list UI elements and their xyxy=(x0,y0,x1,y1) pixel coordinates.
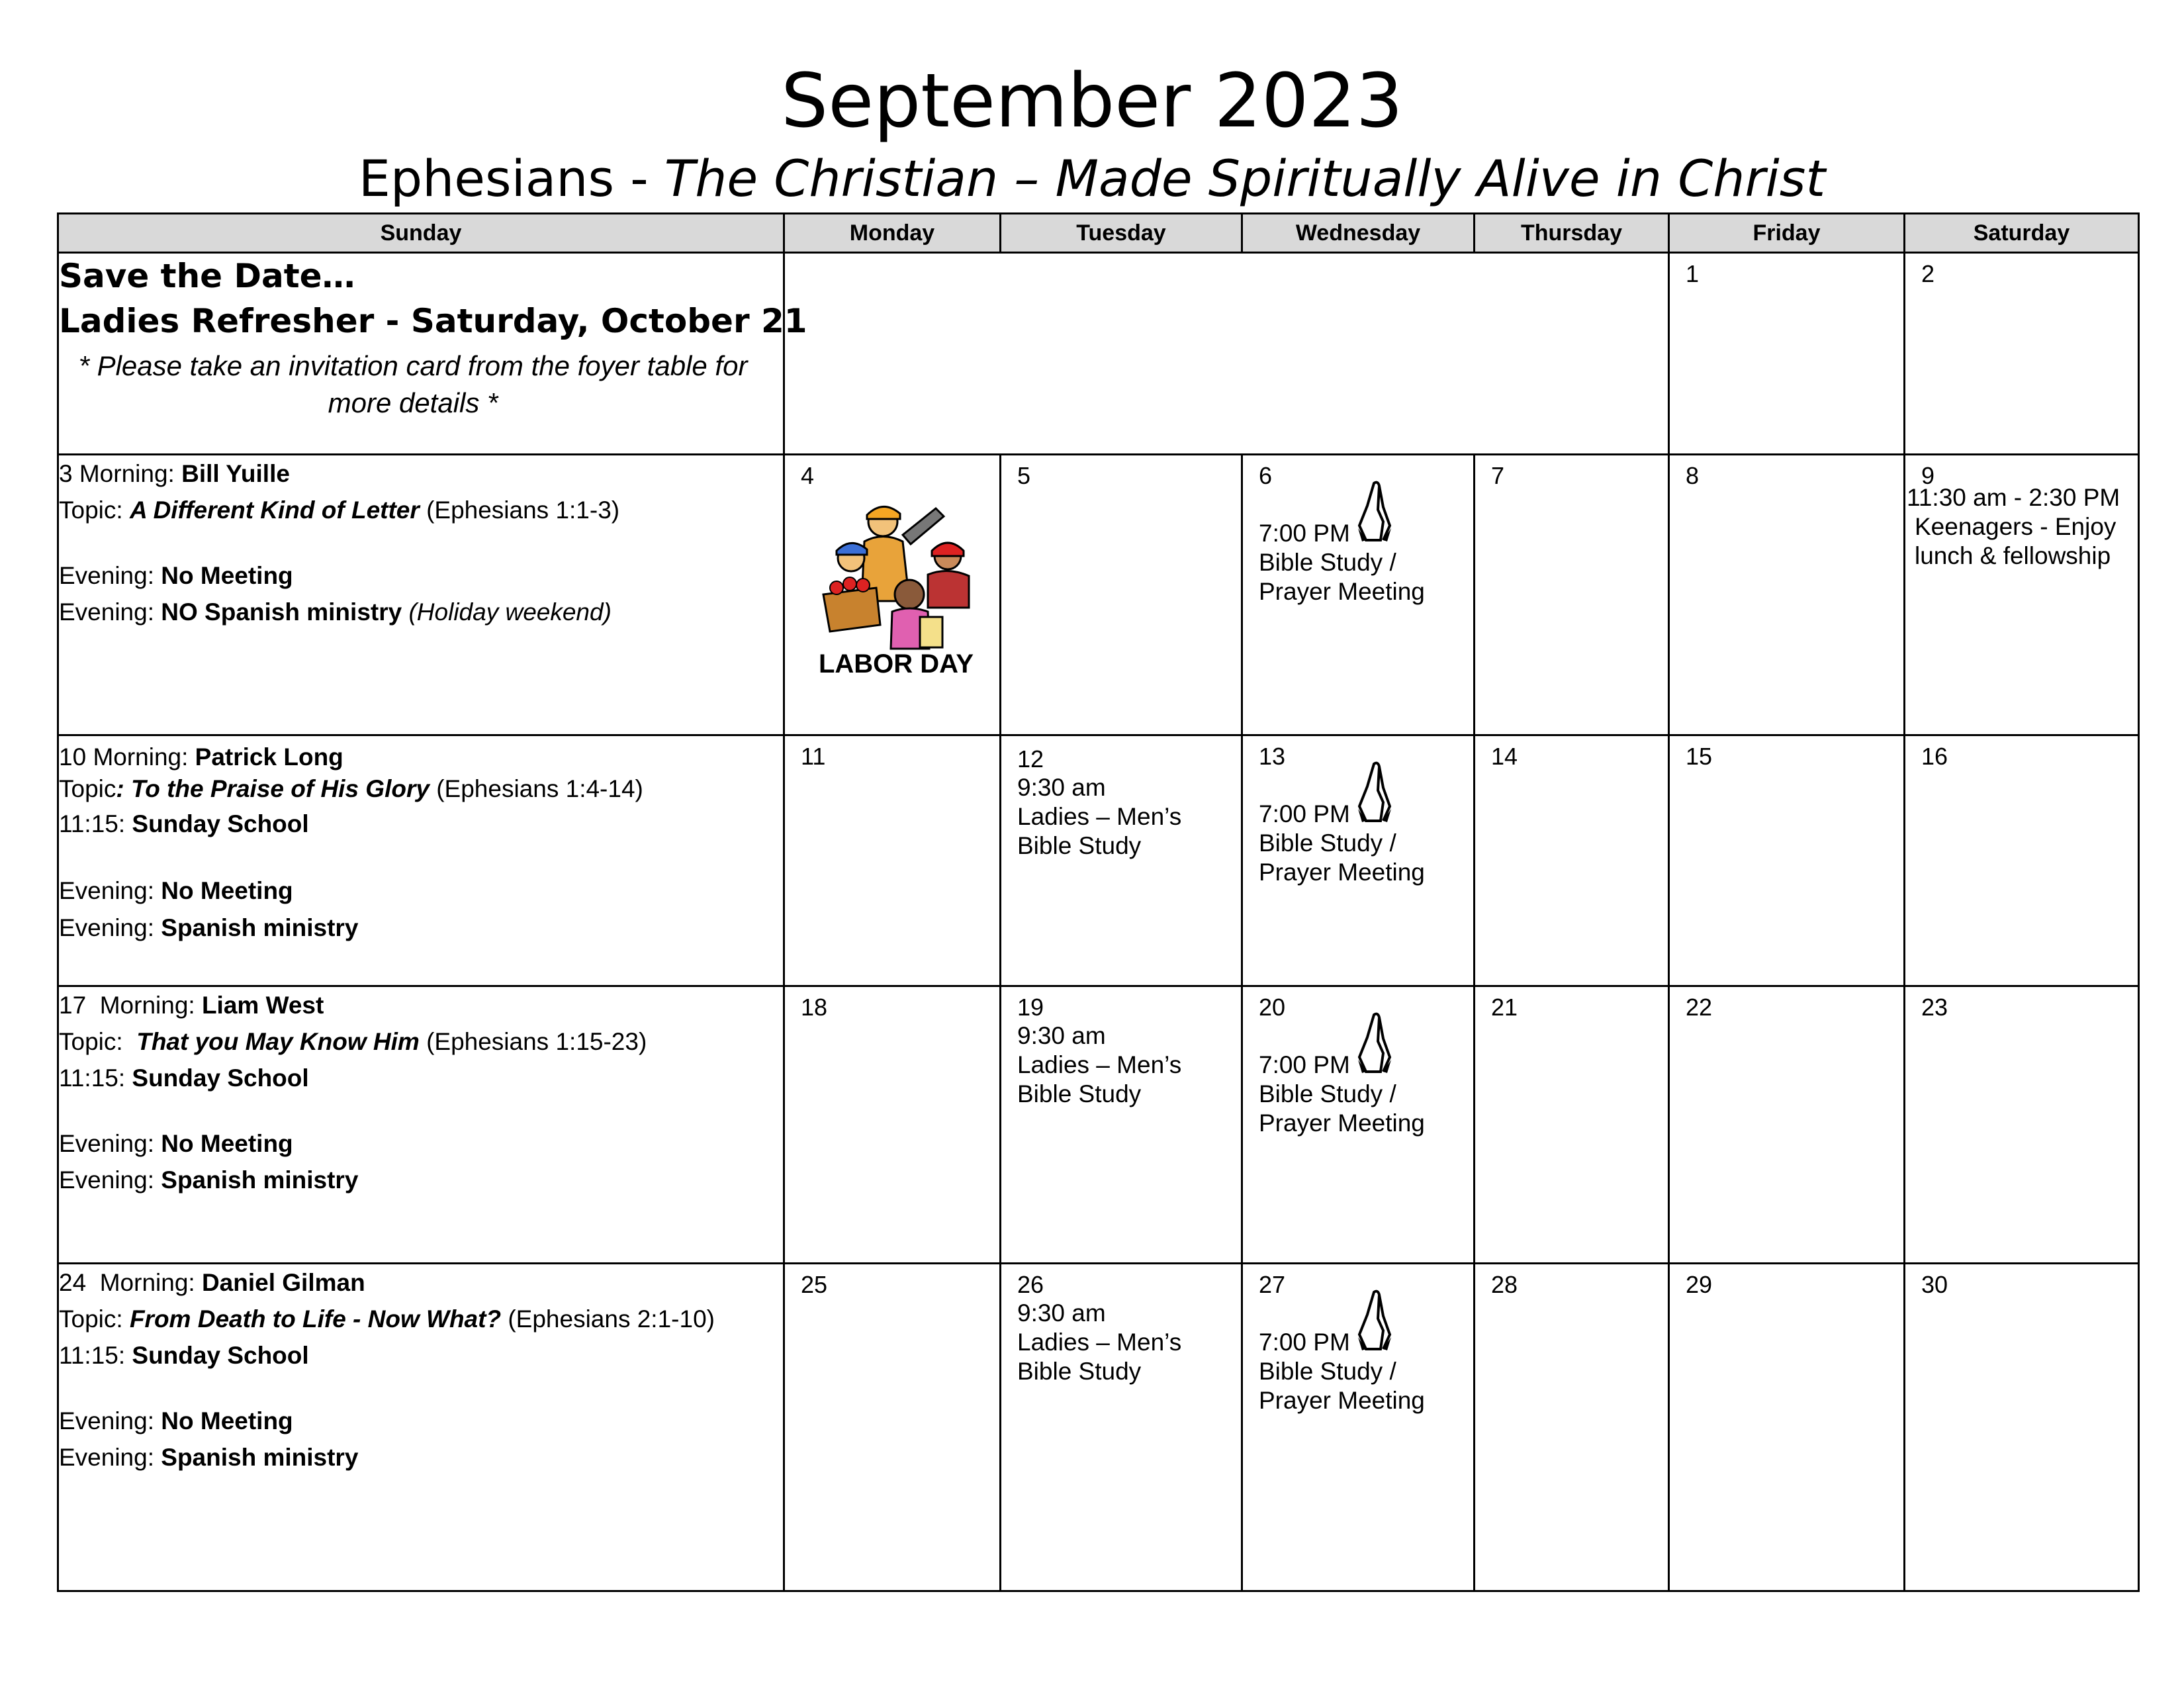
bible-study-event xyxy=(1017,1299,1181,1386)
sunday-evening-line-2 xyxy=(59,1162,783,1198)
sunday-evening-line-2 xyxy=(59,1439,783,1476)
sunday-morning-line xyxy=(59,455,783,492)
subtitle-theme: The Christian – Made Spiritually Alive in Christ xyxy=(664,149,1826,208)
empty-days-cell xyxy=(784,253,1669,455)
evening-label: Evening: xyxy=(59,562,154,589)
sunday-evening-line-2 xyxy=(59,594,783,630)
school-time: 11:15: xyxy=(59,810,126,837)
weekday-thursday: Thursday xyxy=(1475,214,1669,253)
calendar-grid xyxy=(57,212,2140,1592)
day-number: 27 xyxy=(1259,1271,1286,1298)
event-time: 9:30 am xyxy=(1017,774,1106,801)
topic-label: Topic: xyxy=(59,1305,123,1333)
evening-event: Spanish ministry xyxy=(161,1444,359,1471)
day-cell-20 xyxy=(1242,986,1475,1264)
weekday-monday: Monday xyxy=(784,214,1001,253)
sunday-morning-line xyxy=(59,1264,783,1301)
prayer-meeting-event xyxy=(1259,1051,1425,1138)
prayer-meeting-event xyxy=(1259,519,1425,606)
subtitle-book: Ephesians - xyxy=(358,149,664,208)
day-number: 5 xyxy=(1017,462,1031,489)
evening-event: No Meeting xyxy=(161,1130,293,1157)
morning-label: Morning: xyxy=(99,1269,195,1296)
day-cell-28 xyxy=(1475,1264,1669,1591)
day-cell-15 xyxy=(1669,735,1905,986)
event-line: Bible Study / xyxy=(1259,1358,1396,1385)
week-row-3 xyxy=(58,735,2139,986)
topic-label: Topic: xyxy=(59,1028,123,1055)
day-cell-5 xyxy=(1001,455,1242,735)
sermon-topic: That you May Know Him xyxy=(136,1028,420,1055)
sunday-topic-line xyxy=(59,1023,783,1060)
event-line: Prayer Meeting xyxy=(1259,578,1425,605)
ladies-refresher-heading: Ladies Refresher - Saturday, October 21 xyxy=(59,302,807,340)
sunday-evening-line-1 xyxy=(59,872,783,910)
day-cell-26 xyxy=(1001,1264,1242,1591)
morning-label: Morning: xyxy=(99,992,195,1019)
sunday-school-line xyxy=(59,805,783,843)
event-time: 9:30 am xyxy=(1017,1022,1106,1049)
evening-label: Evening: xyxy=(59,1444,154,1471)
day-cell-11 xyxy=(784,735,1001,986)
sunday-cell-24 xyxy=(58,1264,784,1591)
sunday-school-line xyxy=(59,1337,783,1374)
day-cell-30 xyxy=(1905,1264,2139,1591)
sunday-evening-line-1 xyxy=(59,1125,783,1162)
sunday-topic-line xyxy=(59,773,783,805)
day-number: 16 xyxy=(1921,743,1948,770)
event-time: 7:00 PM xyxy=(1259,1051,1350,1078)
evening-event: No Meeting xyxy=(161,1407,293,1434)
bible-study-event xyxy=(1017,1021,1181,1109)
week-row-1 xyxy=(58,253,2139,455)
sermon-topic: A Different Kind of Letter xyxy=(129,496,420,524)
evening-event: No Meeting xyxy=(161,877,293,904)
day-number: 28 xyxy=(1491,1271,1518,1298)
event-line: Bible Study xyxy=(1017,1358,1142,1385)
day-cell-8 xyxy=(1669,455,1905,735)
bible-study-event xyxy=(1017,773,1181,861)
speaker-name: Bill Yuille xyxy=(181,460,290,487)
week-row-4 xyxy=(58,986,2139,1264)
day-cell-12 xyxy=(1001,735,1242,986)
day-number: 29 xyxy=(1686,1271,1713,1298)
evening-event: No Meeting xyxy=(161,562,293,589)
sunday-school-line xyxy=(59,1060,783,1096)
day-number: 20 xyxy=(1259,994,1286,1021)
day-number: 18 xyxy=(801,994,828,1021)
event-time: 11:30 am - 2:30 PM xyxy=(1907,484,2120,511)
day-number: 3 xyxy=(59,460,73,487)
weekday-wednesday: Wednesday xyxy=(1242,214,1475,253)
day-number: 11 xyxy=(801,743,826,770)
day-number: 14 xyxy=(1491,743,1518,770)
speaker-name: Liam West xyxy=(201,992,324,1019)
sunday-cell-3 xyxy=(58,455,784,735)
day-number: 15 xyxy=(1686,743,1713,770)
event-line: Ladies – Men’s xyxy=(1017,1051,1182,1078)
day-cell-22 xyxy=(1669,986,1905,1264)
event-time: 7:00 PM xyxy=(1259,520,1350,547)
day-number: 4 xyxy=(801,462,815,489)
sunday-topic-line xyxy=(59,492,783,528)
school-event: Sunday School xyxy=(132,810,309,837)
evening-label: Evening: xyxy=(59,1130,154,1157)
sermon-topic: From Death to Life - Now What? xyxy=(129,1305,502,1333)
event-line: Prayer Meeting xyxy=(1259,859,1425,886)
sunday-evening-line-1 xyxy=(59,1403,783,1439)
day-cell-7 xyxy=(1475,455,1669,735)
day-number: 19 xyxy=(1017,994,1044,1021)
evening-label: Evening: xyxy=(59,598,154,626)
sunday-morning-line xyxy=(59,987,783,1023)
event-line: Keenagers - Enjoy xyxy=(1915,513,2116,540)
day-cell-18 xyxy=(784,986,1001,1264)
morning-label: Morning: xyxy=(93,743,189,771)
event-line: Prayer Meeting xyxy=(1259,1387,1425,1414)
topic-label: Topic xyxy=(59,775,116,802)
keenagers-event xyxy=(1907,483,2120,571)
day-number: 6 xyxy=(1259,462,1273,489)
evening-event: Spanish ministry xyxy=(161,914,359,941)
day-cell-4 xyxy=(784,455,1001,735)
day-number: 12 xyxy=(1017,745,1044,773)
day-cell-25 xyxy=(784,1264,1001,1591)
event-time: 7:00 PM xyxy=(1259,1329,1350,1356)
day-number: 9 xyxy=(1921,462,1935,489)
speaker-name: Daniel Gilman xyxy=(201,1269,365,1296)
evening-label: Evening: xyxy=(59,1407,154,1434)
event-line: Bible Study / xyxy=(1259,549,1396,576)
day-number: 26 xyxy=(1017,1271,1044,1298)
day-number: 21 xyxy=(1491,994,1518,1021)
day-cell-1 xyxy=(1669,253,1905,455)
day-cell-14 xyxy=(1475,735,1669,986)
day-cell-9 xyxy=(1905,455,2139,735)
save-the-date-cell xyxy=(58,253,807,455)
weekday-header-row xyxy=(58,214,2139,253)
event-line: Bible Study xyxy=(1017,832,1142,859)
school-event: Sunday School xyxy=(132,1064,309,1092)
scripture-ref: (Ephesians 1:15-23) xyxy=(426,1028,647,1055)
day-number: 30 xyxy=(1921,1271,1948,1298)
day-cell-2 xyxy=(1905,253,2139,455)
day-cell-13 xyxy=(1242,735,1475,986)
save-the-date-heading: Save the Date… xyxy=(59,257,355,295)
event-line: Ladies – Men’s xyxy=(1017,803,1182,830)
evening-event: NO Spanish ministry xyxy=(161,598,402,626)
sunday-evening-line-1 xyxy=(59,557,783,594)
prayer-meeting-event xyxy=(1259,800,1425,887)
day-cell-16 xyxy=(1905,735,2139,986)
week-row-2 xyxy=(58,455,2139,735)
day-number: 25 xyxy=(801,1271,828,1298)
day-number: 1 xyxy=(1686,260,1700,287)
labor-day-label: LABOR DAY xyxy=(818,649,974,678)
sunday-cell-10 xyxy=(58,735,784,986)
day-cell-29 xyxy=(1669,1264,1905,1591)
event-line: lunch & fellowship xyxy=(1915,542,2111,569)
topic-label: Topic: xyxy=(59,496,123,524)
weekday-friday: Friday xyxy=(1669,214,1905,253)
scripture-ref: (Ephesians 1:4-14) xyxy=(436,775,643,802)
scripture-ref: (Ephesians 2:1-10) xyxy=(508,1305,715,1333)
event-line: Bible Study / xyxy=(1259,829,1396,857)
event-line: Prayer Meeting xyxy=(1259,1109,1425,1137)
day-number: 24 xyxy=(59,1269,87,1296)
sunday-topic-line xyxy=(59,1301,783,1337)
day-number: 23 xyxy=(1921,994,1948,1021)
sunday-cell-17 xyxy=(58,986,784,1264)
school-event: Sunday School xyxy=(132,1342,309,1369)
school-time: 11:15: xyxy=(59,1064,126,1092)
day-number: 2 xyxy=(1921,260,1935,287)
invitation-note: * Please take an invitation card from the foyer table for more details * xyxy=(78,350,748,418)
calendar-title: September 2023 xyxy=(781,58,1403,144)
event-time: 9:30 am xyxy=(1017,1299,1106,1327)
day-cell-21 xyxy=(1475,986,1669,1264)
event-time: 7:00 PM xyxy=(1259,800,1350,827)
morning-label: Morning: xyxy=(79,460,175,487)
day-number: 10 xyxy=(59,743,87,771)
evening-note: (Holiday weekend) xyxy=(408,598,612,626)
evening-label: Evening: xyxy=(59,877,154,904)
day-number: 13 xyxy=(1259,743,1286,770)
labor-day-clipart xyxy=(803,495,989,678)
prayer-meeting-event xyxy=(1259,1328,1425,1415)
day-cell-19 xyxy=(1001,986,1242,1264)
event-line: Bible Study xyxy=(1017,1080,1142,1107)
day-cell-23 xyxy=(1905,986,2139,1264)
day-cell-27 xyxy=(1242,1264,1475,1591)
week-row-5 xyxy=(58,1264,2139,1591)
scripture-ref: (Ephesians 1:1-3) xyxy=(426,496,620,524)
evening-label: Evening: xyxy=(59,914,154,941)
sunday-morning-line xyxy=(59,741,783,773)
event-line: Ladies – Men’s xyxy=(1017,1329,1182,1356)
evening-label: Evening: xyxy=(59,1166,154,1194)
day-number: 8 xyxy=(1686,462,1700,489)
day-number: 7 xyxy=(1491,462,1505,489)
day-cell-6 xyxy=(1242,455,1475,735)
weekday-sunday: Sunday xyxy=(58,214,784,253)
sunday-evening-line-2 xyxy=(59,910,783,947)
day-number: 22 xyxy=(1686,994,1713,1021)
sermon-topic: : To the Praise of His Glory xyxy=(116,775,430,802)
school-time: 11:15: xyxy=(59,1342,126,1369)
speaker-name: Patrick Long xyxy=(195,743,343,771)
evening-event: Spanish ministry xyxy=(161,1166,359,1194)
day-number: 17 xyxy=(59,992,87,1019)
weekday-tuesday: Tuesday xyxy=(1001,214,1242,253)
weekday-saturday: Saturday xyxy=(1905,214,2139,253)
calendar-subtitle xyxy=(0,147,2184,211)
event-line: Bible Study / xyxy=(1259,1080,1396,1107)
